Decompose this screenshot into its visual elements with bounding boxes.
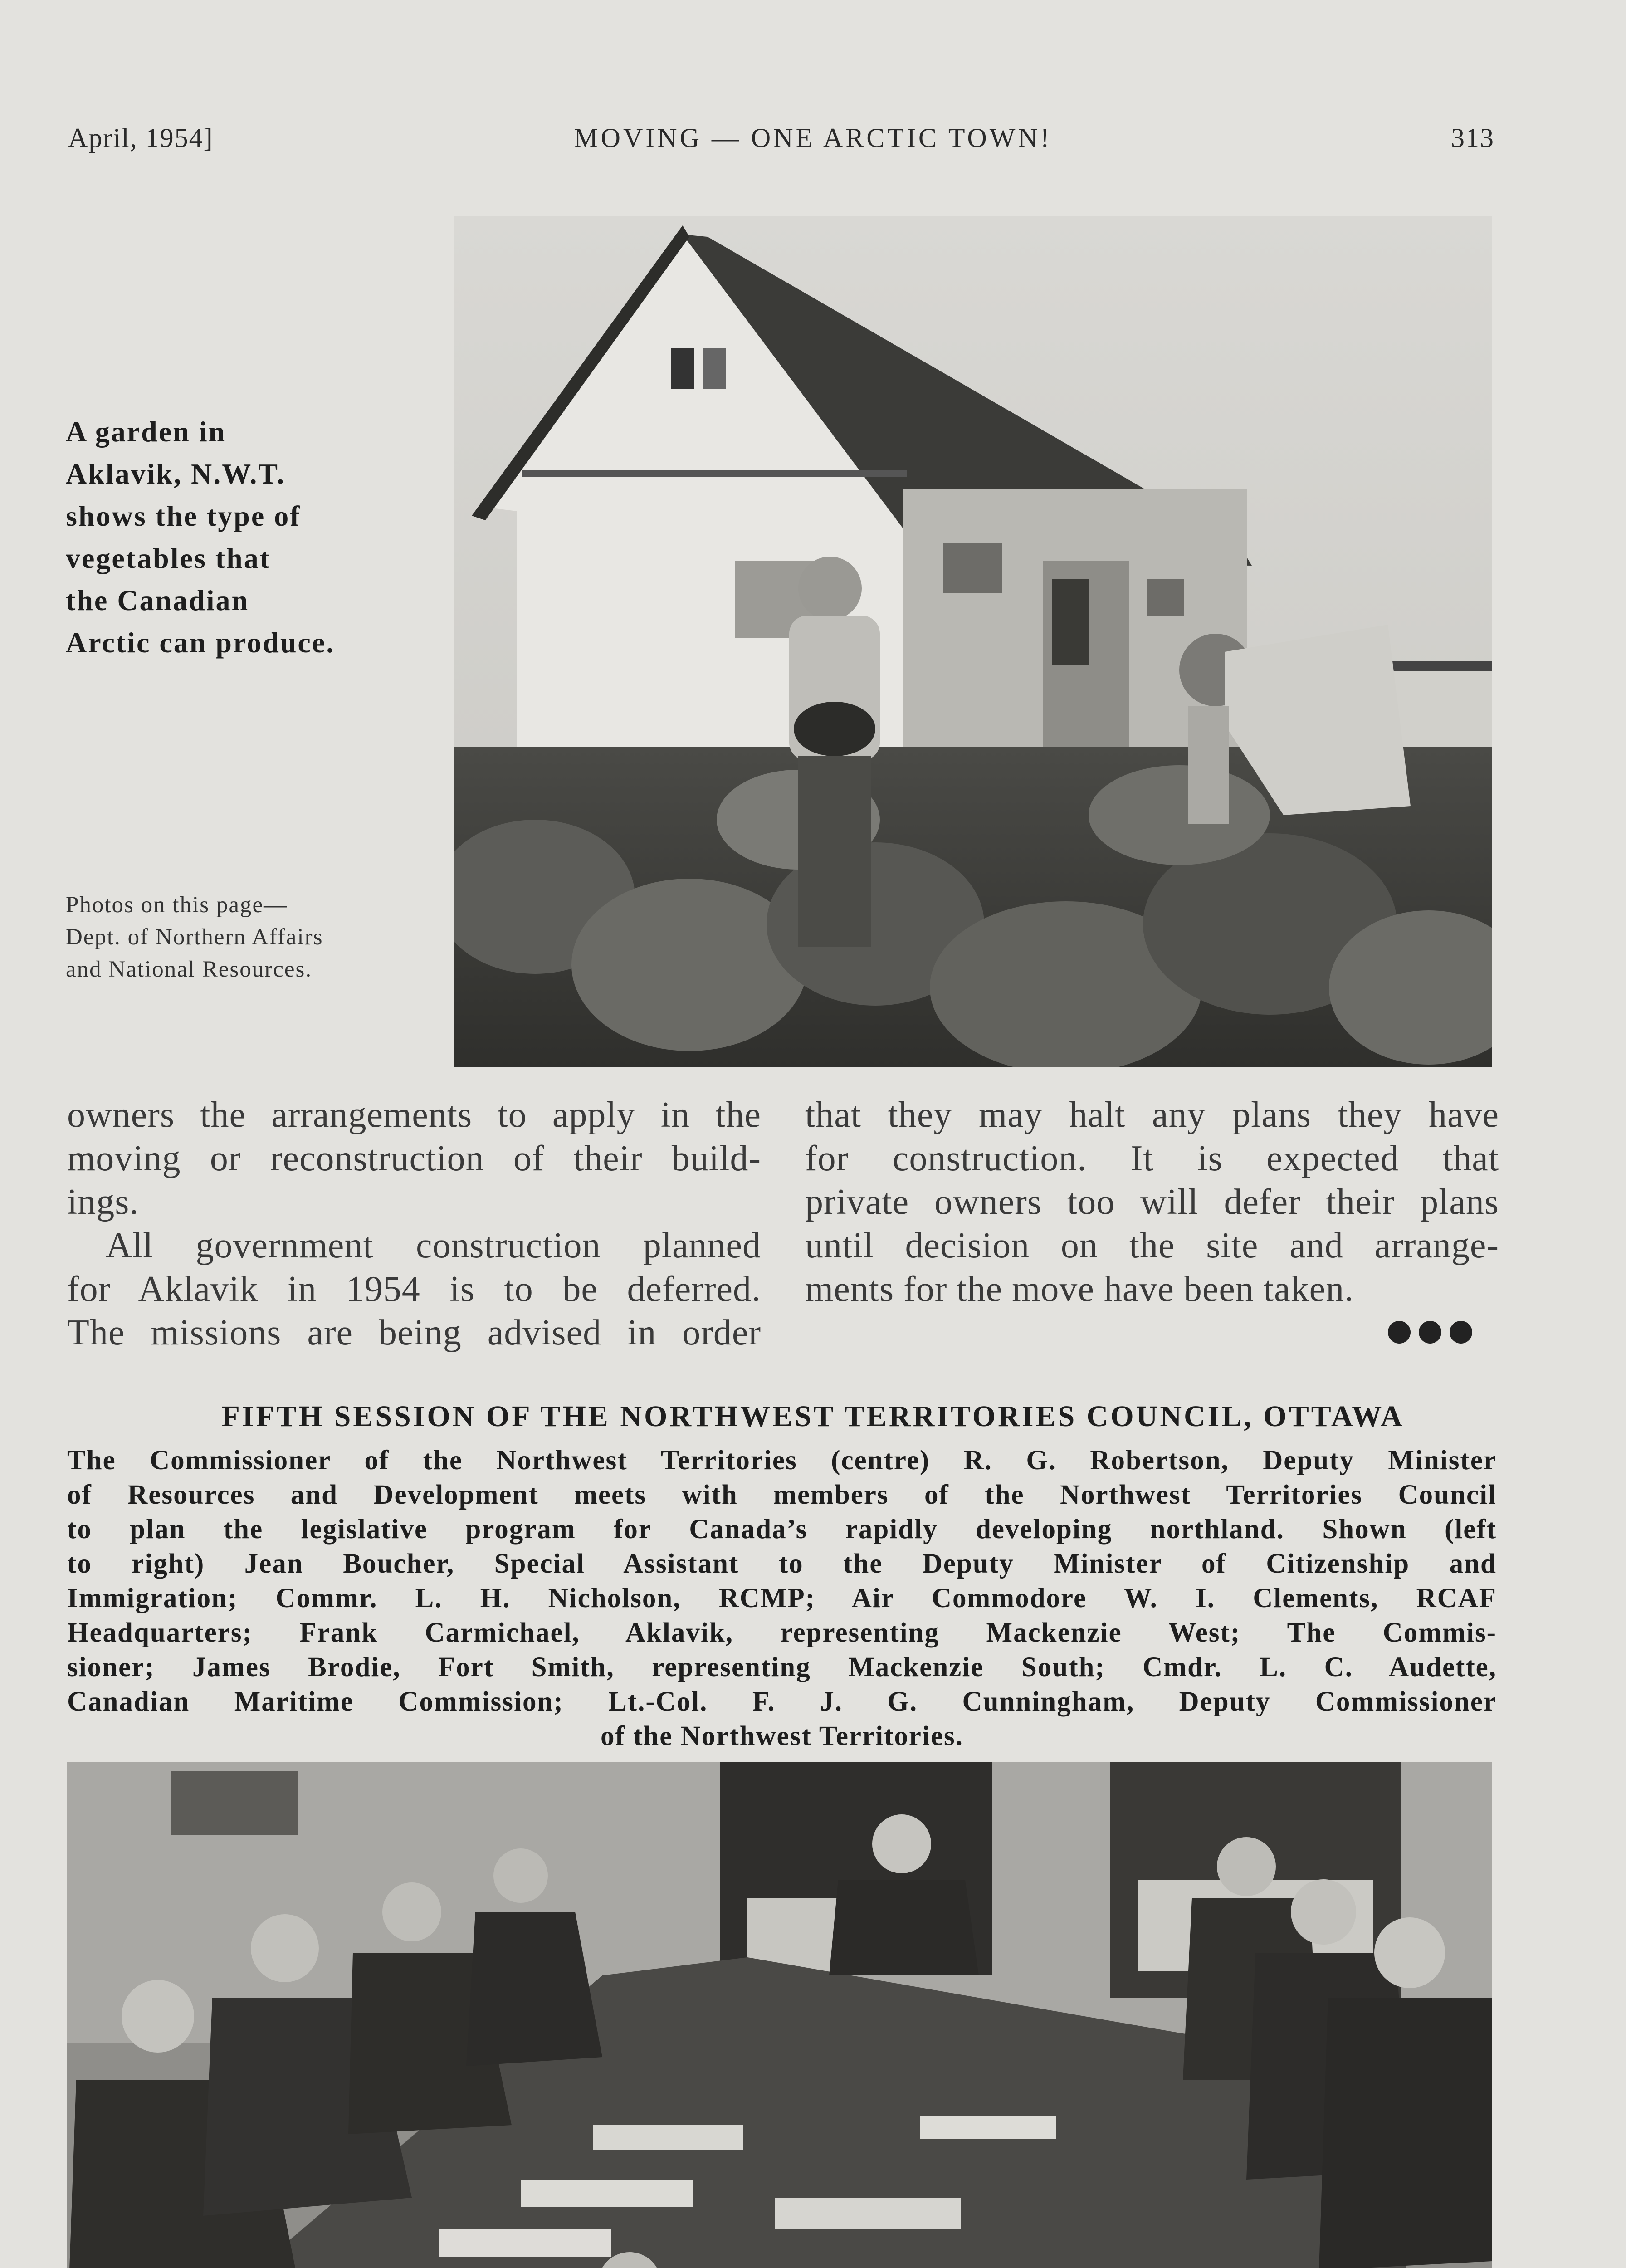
caption-line: Aklavik, N.W.T. [66, 458, 286, 490]
text-line: ings. [67, 1182, 139, 1222]
caption-line: Headquarters; Frank Carmichael, Aklavik, representing Mackenzie West; The Commis- [67, 1618, 1497, 1648]
credit-line: and National Resources. [66, 957, 313, 982]
text-line: ments for the move have been taken. [805, 1269, 1354, 1309]
header-date: April, 1954] [68, 123, 214, 153]
section-title: FIFTH SESSION OF THE NORTHWEST TERRITORIES COUNCIL, OTTAWA [221, 1400, 1405, 1433]
garden-photo-caption [66, 411, 410, 664]
caption-line: The Commissioner of the Northwest Territories (centre) R. G. Robertson, Deputy Minister [67, 1445, 1497, 1476]
header-title: MOVING — ONE ARCTIC TOWN! [574, 123, 1052, 153]
text-line: private owners too will defer their plans [805, 1182, 1499, 1222]
end-of-article-mark [1388, 1321, 1480, 1346]
text-line: The missions are being advised in order [67, 1313, 761, 1353]
text-line: All government construction planned [106, 1226, 761, 1266]
council-caption [67, 1443, 1497, 1754]
council-meeting-photo [67, 1762, 1492, 2268]
caption-line: Immigration; Commr. L. H. Nicholson, RCMP; Air Commodore W. I. Clements, RCAF [67, 1583, 1497, 1613]
caption-line: shows the type of [66, 500, 301, 532]
caption-line: vegetables that [66, 542, 271, 574]
caption-line: Arctic can produce. [66, 626, 335, 659]
page-number: 313 [1451, 123, 1494, 153]
caption-line: to plan the legislative program for Canada’s rapidly developing northland. Shown (left [67, 1514, 1497, 1545]
caption-line: the Canadian [66, 584, 249, 616]
garden-photo [454, 216, 1492, 1067]
caption-line: of Resources and Development meets with members of the Northwest Territories Council [67, 1480, 1497, 1510]
text-line: until decision on the site and arrange- [805, 1226, 1499, 1266]
text-line: that they may halt any plans they have [805, 1095, 1499, 1135]
caption-line: sioner; James Brodie, Fort Smith, representing Mackenzie South; Cmdr. L. C. Audette, [67, 1652, 1497, 1682]
photo-credit [66, 889, 410, 986]
credit-line: Dept. of Northern Affairs [66, 924, 323, 950]
caption-line: to right) Jean Boucher, Special Assistant to the Deputy Minister of Citizenship and [67, 1549, 1497, 1579]
text-line: for construction. It is expected that [805, 1139, 1499, 1178]
text-line: owners the arrangements to apply in the [67, 1095, 761, 1135]
article-left-column [67, 1093, 761, 1354]
caption-line: of the Northwest Territories. [601, 1721, 963, 1751]
article-right-column [805, 1093, 1499, 1311]
caption-line: A garden in [66, 415, 226, 448]
credit-line: Photos on this page— [66, 892, 288, 918]
text-line: moving or reconstruction of their build- [67, 1139, 761, 1178]
caption-line: Canadian Maritime Commission; Lt.-Col. F. J. G. Cunningham, Deputy Commissioner [67, 1686, 1497, 1717]
text-line: for Aklavik in 1954 is to be deferred. [67, 1269, 761, 1309]
